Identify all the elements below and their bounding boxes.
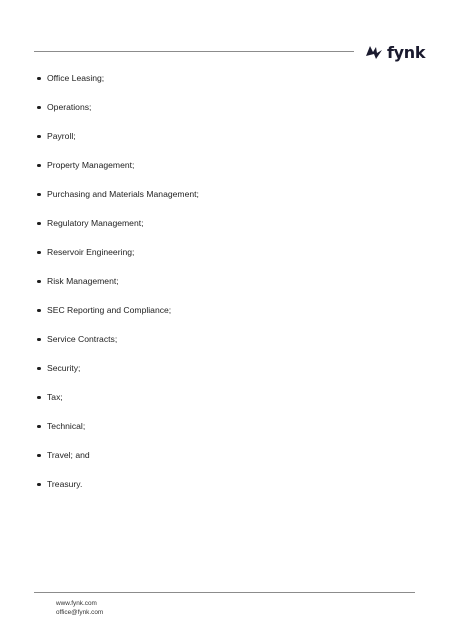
list-item bbox=[36, 421, 199, 431]
bullet-list bbox=[36, 73, 199, 508]
list-item-text: Technical; bbox=[47, 421, 86, 431]
bullet-icon bbox=[37, 193, 41, 197]
list-item bbox=[36, 305, 199, 315]
list-item-text: Reservoir Engineering; bbox=[47, 247, 135, 257]
list-item bbox=[36, 392, 199, 402]
bullet-icon bbox=[37, 164, 41, 168]
footer bbox=[56, 599, 103, 617]
bullet-icon bbox=[37, 454, 41, 458]
bullet-icon bbox=[37, 251, 41, 255]
logo-text: fynk bbox=[387, 42, 426, 62]
bullet-icon bbox=[37, 77, 41, 81]
footer-email-link[interactable]: office@fynk.com bbox=[56, 609, 104, 616]
list-item bbox=[36, 189, 199, 199]
list-item-text: Travel; and bbox=[47, 450, 90, 460]
header-divider bbox=[34, 51, 354, 52]
list-item bbox=[36, 247, 199, 257]
bullet-icon bbox=[37, 222, 41, 226]
list-item bbox=[36, 276, 199, 286]
list-item bbox=[36, 450, 199, 460]
bullet-icon bbox=[37, 425, 41, 429]
bullet-icon bbox=[37, 367, 41, 371]
list-item-text: Treasury. bbox=[47, 479, 83, 489]
bullet-icon bbox=[37, 280, 41, 284]
list-item bbox=[36, 218, 199, 228]
bullet-icon bbox=[37, 309, 41, 313]
list-item bbox=[36, 334, 199, 344]
footer-divider bbox=[34, 592, 415, 593]
list-item bbox=[36, 160, 199, 170]
list-item-text: SEC Reporting and Compliance; bbox=[47, 305, 172, 315]
list-item-text: Operations; bbox=[47, 102, 92, 112]
bird-logo-icon bbox=[365, 43, 383, 61]
list-item bbox=[36, 73, 199, 83]
bullet-icon bbox=[37, 396, 41, 400]
bullet-icon bbox=[37, 106, 41, 110]
list-item-text: Payroll; bbox=[47, 131, 76, 141]
list-item bbox=[36, 102, 199, 112]
list-item-text: Security; bbox=[47, 363, 81, 373]
footer-website-link[interactable]: www.fynk.com bbox=[56, 600, 97, 607]
bullet-icon bbox=[37, 483, 41, 487]
list-item-text: Regulatory Management; bbox=[47, 218, 144, 228]
list-item bbox=[36, 479, 199, 489]
fynk-logo bbox=[365, 40, 425, 64]
list-item-text: Property Management; bbox=[47, 160, 135, 170]
list-item-text: Service Contracts; bbox=[47, 334, 118, 344]
list-item-text: Risk Management; bbox=[47, 276, 119, 286]
bullet-icon bbox=[37, 135, 41, 139]
list-item-text: Tax; bbox=[47, 392, 63, 402]
list-item bbox=[36, 363, 199, 373]
list-item-text: Office Leasing; bbox=[47, 73, 105, 83]
list-item bbox=[36, 131, 199, 141]
bullet-icon bbox=[37, 338, 41, 342]
list-item-text: Purchasing and Materials Management; bbox=[47, 189, 199, 199]
